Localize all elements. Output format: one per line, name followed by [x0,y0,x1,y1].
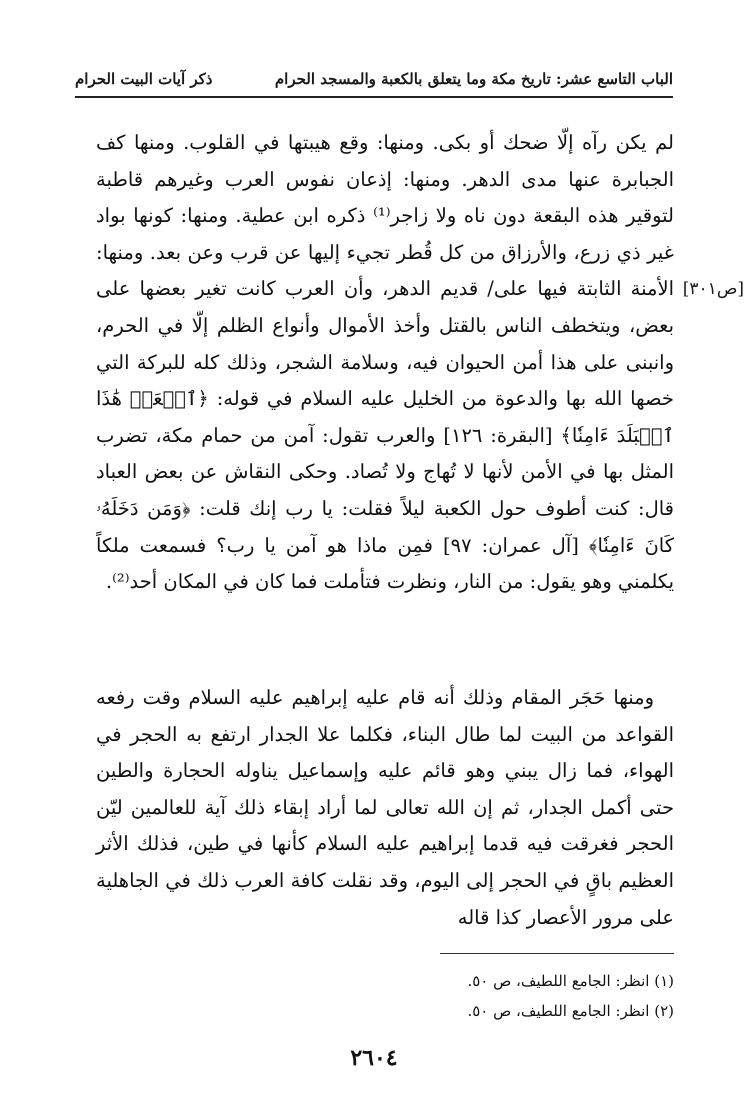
footnote-rule [440,953,674,954]
footnotes [300,966,674,1026]
footnote-1: (١) انظر: الجامع اللطيف، ص ٥٠. [467,972,674,990]
paragraph-1: لم يكن رآه إلّا ضحك أو بكى. ومنها: وقع هيبتها في القلوب. ومنها كف الجبابرة عنها مدى الدهر. ومنها: إذعان نفوس العرب وغيرهم قاطبة لتوقير هذه البقعة دون ناه ولا زاجر⁽¹⁾ ذكره ابن عطية. ومنها: كونها بواد غير ذي زرع، والأرزاق من كل قُطر تجيء إليها عن قرب وعن بعد. ومنها: الأمنة الثابتة فيها على/ قديم الدهر، وأن العرب كانت تغير بعضها على بعض، ويتخطف الناس بالقتل وأخذ الأموال وأنواع الظلم إلّا في الحرم، وانبنى على هذا أمن الحيوان فيه، وسلامة الشجر، وذلك كله للبركة التي خصها الله بها والدعوة من الخليل عليه السلام في قوله: ﴿ٱجۡعَلۡ هَٰذَا ٱلۡبَلَدَ ءَامِنٗا﴾ [البقرة: ١٢٦] والعرب تقول: آمن من حمام مكة، تضرب المثل بها في الأمن لأنها لا تُهاج ولا تُصاد. وحكى النقاش عن بعض العباد قال: كنت أطوف حول الكعبة ليلاً فقلت: يا رب إنك قلت: ﴿وَمَن دَخَلَهُۥ كَانَ ءَامِنٗا﴾ [آل عمران: ٩٧] فمِن ماذا هو آمن يا رب؟ فسمعت ملكاً يكلمني وهو يقول: من النار، ونظرت فتأملت فما كان في المكان أحد⁽²⁾. [96,131,674,594]
section-title: ذكر آيات البيت الحرام [75,70,213,88]
header-rule [75,96,673,98]
page-number: ٢٦٠٤ [350,1045,398,1071]
margin-page-reference: [ص٣٠١] [682,279,744,299]
paragraph-2: ومنها حَجَر المقام وذلك أنه قام عليه إبراهيم عليه السلام وقت رفعه القواعد من البيت لما طال البناء، فكلما علا الجدار ارتفع به الحجر في الهواء، فما زال يبني وهو قائم عليه وإسماعيل يناوله الحجارة والطين حتى أكمل الجدار، ثم إن الله تعالى لما أراد إبقاء ذلك آية للعالمين ليّن الحجر فغرقت فيه قدما إبراهيم عليه السلام كأنها في طين، فذلك الأثر العظيم باقٍ في الحجر إلى اليوم، وقد نقلت كافة العرب ذلك في الجاهلية على مرور الأعصار كذا قاله [96,686,674,929]
chapter-title: الباب التاسع عشر: تاريخ مكة وما يتعلق بالكعبة والمسجد الحرام [274,70,673,88]
running-header [75,64,673,94]
footnote-2: (٢) انظر: الجامع اللطيف، ص ٥٠. [467,1002,674,1020]
